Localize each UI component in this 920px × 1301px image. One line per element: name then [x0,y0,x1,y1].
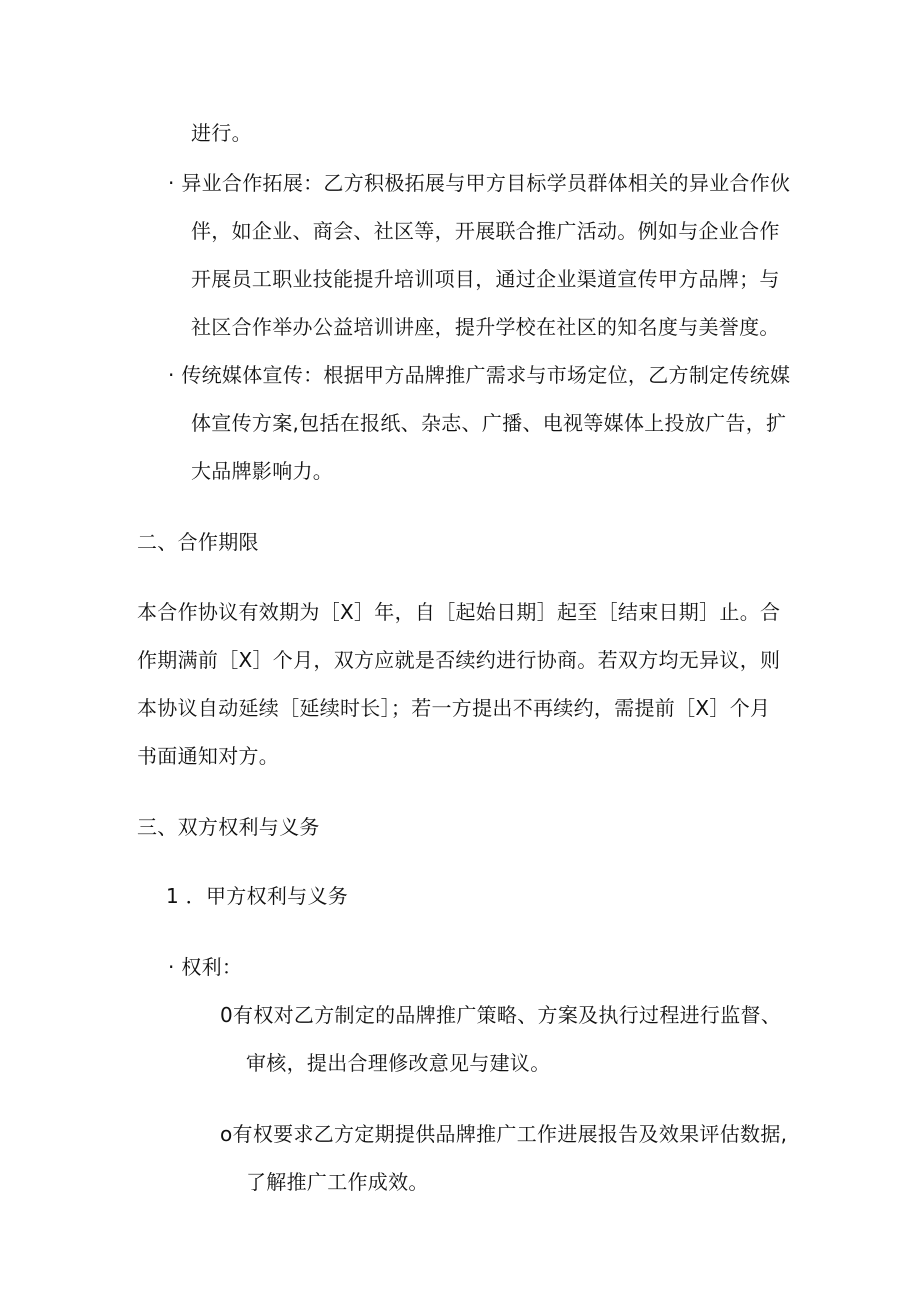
bullet-yiye-line-3: 开展员工职业技能提升培训项目，通过企业渠道宣传甲方品牌；与 [191,267,780,291]
section2-paragraph-line-2: 作期满前［X］个月，双方应就是否续约进行协商。若双方均无异议，则 [137,648,781,672]
section2-paragraph-line-3: 本协议自动延续［延续时长］；若一方提出不再续约，需提前［X］个月 [137,696,771,720]
continuation-line: 进行。 [191,121,252,145]
bullet-yiye-line-1: · 异业合作拓展：乙方积极拓展与甲方目标学员群体相关的异业合作伙 [168,171,791,195]
bullet-yiye-line-2: 伴，如企业、商会、社区等，开展联合推广活动。例如与企业合作 [191,219,780,243]
section3-sub-heading: 1 ．甲方权利与义务 [166,884,349,908]
section2-heading: 二、合作期限 [137,530,259,554]
rights-item-1-line-2: 审核，提出合理修改意见与建议。 [246,1051,551,1075]
rights-label: · 权利： [168,955,243,979]
bullet-media-line-2: 体宣传方案,包括在报纸、杂志、广播、电视等媒体上投放广告，扩 [191,411,787,435]
bullet-yiye-line-4: 社区合作举办公益培训讲座，提升学校在社区的知名度与美誉度。 [191,315,780,339]
rights-item-1-line-1: 0有权对乙方制定的品牌推广策略、方案及执行过程进行监督、 [220,1003,782,1027]
rights-item-2-line-2: 了解推广工作成效。 [246,1170,429,1194]
rights-item-2-line-1: o有权要求乙方定期提供品牌推广工作进展报告及效果评估数据, [220,1122,788,1146]
section3-heading: 三、双方权利与义务 [137,815,320,839]
section2-paragraph-line-1: 本合作协议有效期为［X］年，自［起始日期］起至［结束日期］止。合 [137,600,781,624]
bullet-media-line-1: · 传统媒体宣传：根据甲方品牌推广需求与市场定位，乙方制定传统媒 [168,363,791,387]
bullet-media-line-3: 大品牌影响力。 [191,459,334,483]
section2-paragraph-line-4: 书面通知对方。 [137,744,280,768]
